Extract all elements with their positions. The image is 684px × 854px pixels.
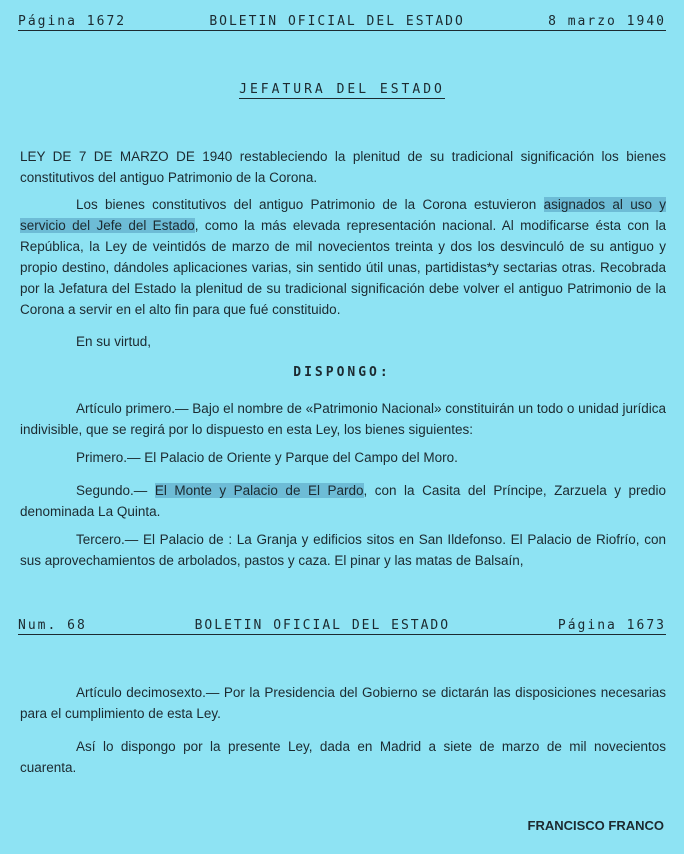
page-number-left: Página 1672 (18, 14, 127, 29)
issue-date: 8 marzo 1940 (548, 14, 666, 29)
gazette-title: BOLETIN OFICIAL DEL ESTADO (209, 14, 465, 29)
highlighted-text: El Monte y Palacio de El Pardo (154, 483, 364, 498)
dispongo-heading: DISPONGO: (293, 365, 391, 380)
gazette-title: BOLETIN OFICIAL DEL ESTADO (194, 618, 451, 633)
preamble-paragraph (20, 194, 666, 320)
en-su-virtud: En su virtud, (76, 334, 152, 349)
law-title: LEY DE 7 DE MARZO DE 1940 restableciendo la plenitud de su tradicional significación los bienes constitutivos del antiguo Patrimonio de la Corona. (20, 149, 666, 185)
page-header-top (18, 14, 666, 31)
closing-paragraph: Así lo dispongo por la presente Ley, dada en Madrid a siete de marzo de mil novecientos cuarenta. (20, 739, 666, 775)
page-number-right: Página 1673 (557, 618, 666, 633)
item-primero: Primero.— El Palacio de Oriente y Parque del Campo del Moro. (76, 450, 458, 465)
article-1: Artículo primero.— Bajo el nombre de «Patrimonio Nacional» constituirán un todo o unidad jurídica indivisible, que se regirá por lo dispuesto en esta Ley, los bienes siguientes: (20, 401, 666, 437)
section-title: JEFATURA DEL ESTADO (239, 82, 445, 97)
item-segundo (20, 480, 666, 522)
preamble-text-a: Los bienes constitutivos del antiguo Patrimonio de la Corona estuvieron (76, 197, 544, 212)
segundo-text-b: , con la Casita del Príncipe, Zarzuela y predio denominada La Quinta. (20, 483, 667, 519)
issue-number: Num. 68 (18, 618, 87, 633)
item-tercero: Tercero.— El Palacio de : La Granja y edificios sitos en San Ildefonso. El Palacio de Riofrío, con sus aprovechamientos de arbolados, pastos y caza. El pinar y las matas de Balsaín, (20, 532, 666, 568)
article-16: Artículo decimosexto.— Por la Presidencia del Gobierno se dictarán las disposiciones necesarias para el cumplimiento de esta Ley. (20, 685, 666, 721)
preamble-text-b: , como la más elevada representación nacional. Al modificarse ésta con la República, la Ley de veintidós de marzo de mil novecientos treinta y dos los desvinculó de su antiguo y propio destino, dándoles aplicaciones varias, sin sentido útil unas, partidistas*y sectarias otras. Recobrada por la Jefatura del Estado la plenitud de su tradicional significación debe volver el antiguo Patrimonio de la Corona a servir en el alto fin para que fué constituido. (20, 218, 666, 317)
highlighted-text: asignados al uso y servicio del Jefe del Estado (20, 197, 666, 233)
signature: FRANCISCO FRANCO (527, 818, 664, 833)
segundo-text-a: Segundo.— (76, 483, 155, 498)
page-header-mid (18, 618, 666, 635)
